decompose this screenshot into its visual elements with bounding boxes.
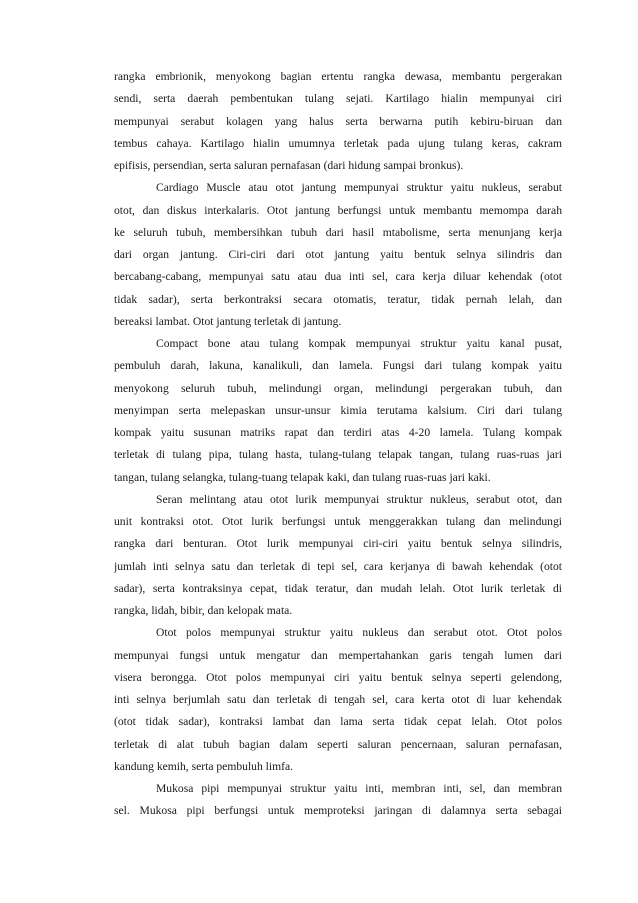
text-line: inti selnya berjumlah satu dan terletak di tengah sel, cara kerta otot di luar kehendak [114,693,562,706]
text-line: sel. Mukosa pipi berfungsi untuk memproteksi jaringan di dalamnya serta sebagai [114,804,562,818]
text-line: menyimpan serta melepaskan unsur-unsur kimia terutama kalsium. Ciri dari tulang [114,403,562,417]
body-text [114,66,562,823]
text-line: menyokong seluruh tubuh, melindungi organ, melindungi pergerakan tubuh, dan [114,381,562,395]
text-line: mempunyai fungsi untuk mengatur dan mempertahankan garis tengah lumen dari [114,648,562,662]
text-line: kandung kemih, serta pembuluh limfa. [114,759,294,773]
text-line: (otot tidak sadar), kontraksi lambat dan lama serta tidak cepat lelah. Otot polos [114,715,562,729]
text-line: Seran melintang atau otot lurik mempunyai struktur nukleus, serabut otot, dan [156,492,562,506]
text-line: bereaksi lambat. Otot jantung terletak di jantung. [114,314,342,328]
text-line: visera berongga. Otot polos mempunyai ciri yaitu bentuk selnya seperti gelendong, [114,670,562,684]
text-line: sadar), serta kontraksinya cepat, tidak teratur, dan mudah lelah. Otot lurik terletak di [114,581,562,595]
text-line: Cardiago Muscle atau otot jantung mempunyai struktur yaitu nukleus, serabut [156,181,562,195]
text-line: bercabang-cabang, mempunyai satu atau dua inti sel, cara kerja diluar kehendak (otot [114,270,562,284]
text-line: ke seluruh tubuh, membersihkan tubuh dari hasil mtabolisme, serta menunjang kerja [114,225,562,239]
text-line: rangka dari benturan. Otot lurik mempunyai ciri-ciri yaitu bentuk selnya silindris, [114,537,562,551]
text-line: rangka, lidah, bibir, dan kelopak mata. [114,604,293,617]
text-line: tangan, tulang selangka, tulang-tuang telapak kaki, dan tulang ruas-ruas jari kaki. [114,470,491,484]
text-line: terletak di alat tubuh bagian dalam seperti saluran pencernaan, saluran pernafasan, [114,737,562,751]
text-line: epifisis, persendian, serta saluran pernafasan (dari hidung sampai bronkus). [114,159,464,172]
text-line: tidak sadar), serta berkontraksi secara otomatis, teratur, tidak pernah lelah, dan [114,292,562,306]
text-line: rangka embrionik, menyokong bagian ertentu rangka dewasa, membantu pergerakan [114,70,562,83]
text-line: tembus cahaya. Kartilago hialin umumnya terletak pada ujung tulang keras, cakram [114,136,562,150]
text-line: dari organ jantung. Ciri-ciri dari otot jantung yaitu bentuk selnya silindris dan [114,248,562,261]
text-line: Otot polos mempunyai struktur yaitu nukleus dan serabut otot. Otot polos [156,626,562,640]
text-line: terletak di tulang pipa, tulang hasta, tulang-tulang telapak tangan, tulang ruas-ruas jari [114,448,562,462]
text-line: unit kontraksi otot. Otot lurik berfungsi untuk menggerakkan tulang dan melindungi [114,515,562,528]
text-line: kompak yaitu susunan matriks rapat dan terdiri atas 4-20 lamela. Tulang kompak [114,426,562,439]
text-line: Mukosa pipi mempunyai struktur yaitu inti, membran inti, sel, dan membran [156,782,562,795]
text-line: Compact bone atau tulang kompak mempunyai struktur yaitu kanal pusat, [156,337,562,350]
text-line: jumlah inti selnya satu dan terletak di tepi sel, cara kerjanya di bawah kehendak (otot [114,559,562,573]
text-line: pembuluh darah, lakuna, kanalikuli, dan lamela. Fungsi dari tulang kompak yaitu [114,359,562,373]
text-line: otot, dan diskus interkalaris. Otot jantung berfungsi untuk membantu memompa darah [114,203,562,217]
text-line: sendi, serta daerah pembentukan tulang sejati. Kartilago hialin mempunyai ciri [114,92,562,106]
text-line: mempunyai serabut kolagen yang halus serta berwarna putih kebiru-biruan dan [114,114,562,128]
